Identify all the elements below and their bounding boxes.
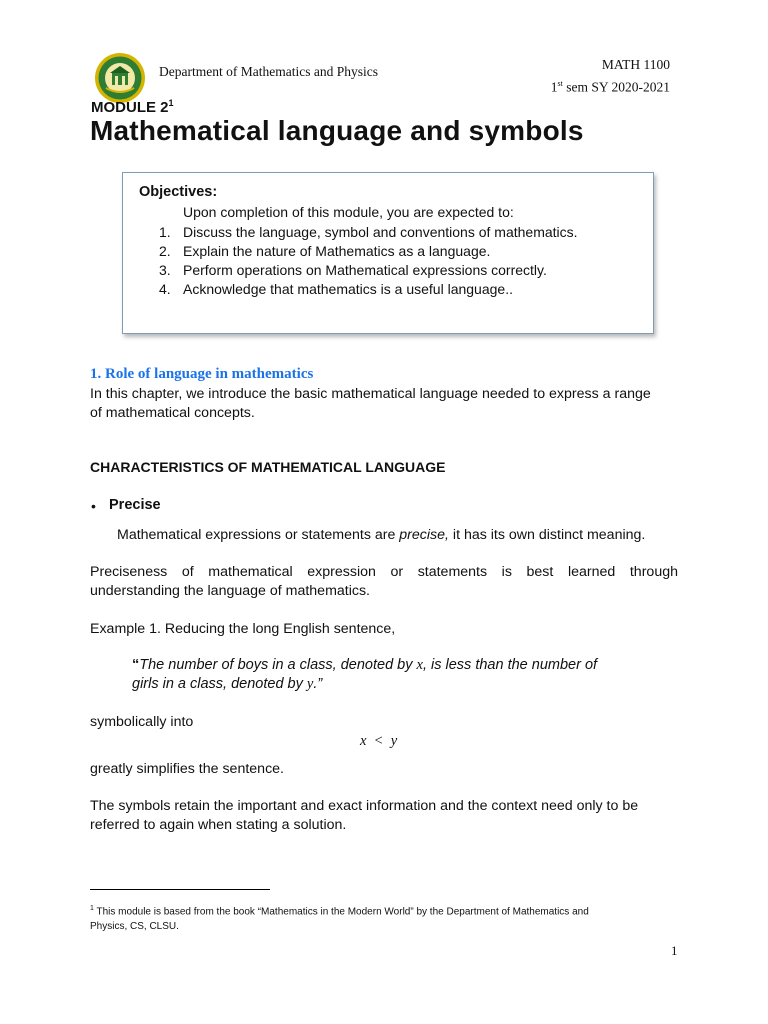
footnote-divider	[90, 889, 270, 890]
symbols-paragraph: The symbols retain the important and exact information and the context need only to be referred to again when stating a solution.	[90, 798, 639, 833]
symbolically-text: symbolically into	[90, 714, 194, 730]
example-label: Example 1. Reducing the long English sentence,	[90, 621, 396, 637]
example-quote: “The number of boys in a class, denoted by x, is less than the number of girls in a class, denoted by y.”	[132, 657, 598, 692]
inequality-formula: x < y	[360, 733, 398, 749]
objectives-intro: Upon completion of this module, you are expected to:	[183, 204, 514, 220]
university-seal-logo	[94, 52, 146, 104]
footnote-mark: 1	[168, 98, 174, 108]
objective-item: 2. Explain the nature of Mathematics as a language.	[159, 243, 491, 259]
characteristics-heading: CHARACTERISTICS OF MATHEMATICAL LANGUAGE	[90, 459, 446, 475]
section-intro: In this chapter, we introduce the basic mathematical language needed to express a range of mathematical concepts.	[90, 386, 651, 421]
course-code: MATH 1100	[601, 57, 670, 72]
page-number: 1	[671, 943, 678, 958]
preciseness-paragraph: Preciseness of mathematical expression or statements is best learned through understanding the language of mathematics.	[90, 564, 678, 599]
course-info	[551, 55, 670, 97]
objective-item: 1. Discuss the language, symbol and conventions of mathematics.	[159, 224, 578, 240]
footnote: $^1$ This module is based from the book “Mathematics in the Modern World” by the Department of Mathematics and Physics, CS, CLSU.	[90, 905, 589, 933]
objective-item: 4. Acknowledge that mathematics is a useful language..	[159, 281, 513, 297]
objectives-list	[159, 223, 578, 299]
department-name: Department of Mathematics and Physics	[159, 64, 378, 79]
semester-info: 1st sem SY 2020-2021	[550, 79, 670, 95]
simplifies-text: greatly simplifies the sentence.	[90, 761, 284, 777]
bullet-icon: •	[91, 498, 96, 514]
module-label: MODULE $2^1$	[91, 98, 174, 116]
page-title: Mathematical language and symbols	[90, 115, 584, 146]
objectives-box	[122, 172, 654, 334]
precise-sentence: Mathematical expressions or statements are precise, it has its own distinct meaning.	[117, 527, 646, 543]
objectives-heading: Objectives:	[139, 184, 218, 200]
bullet-label: Precise	[109, 497, 161, 513]
section-heading: 1. Role of language in mathematics	[90, 366, 314, 382]
objective-item: 3. Perform operations on Mathematical expressions correctly.	[159, 262, 547, 278]
